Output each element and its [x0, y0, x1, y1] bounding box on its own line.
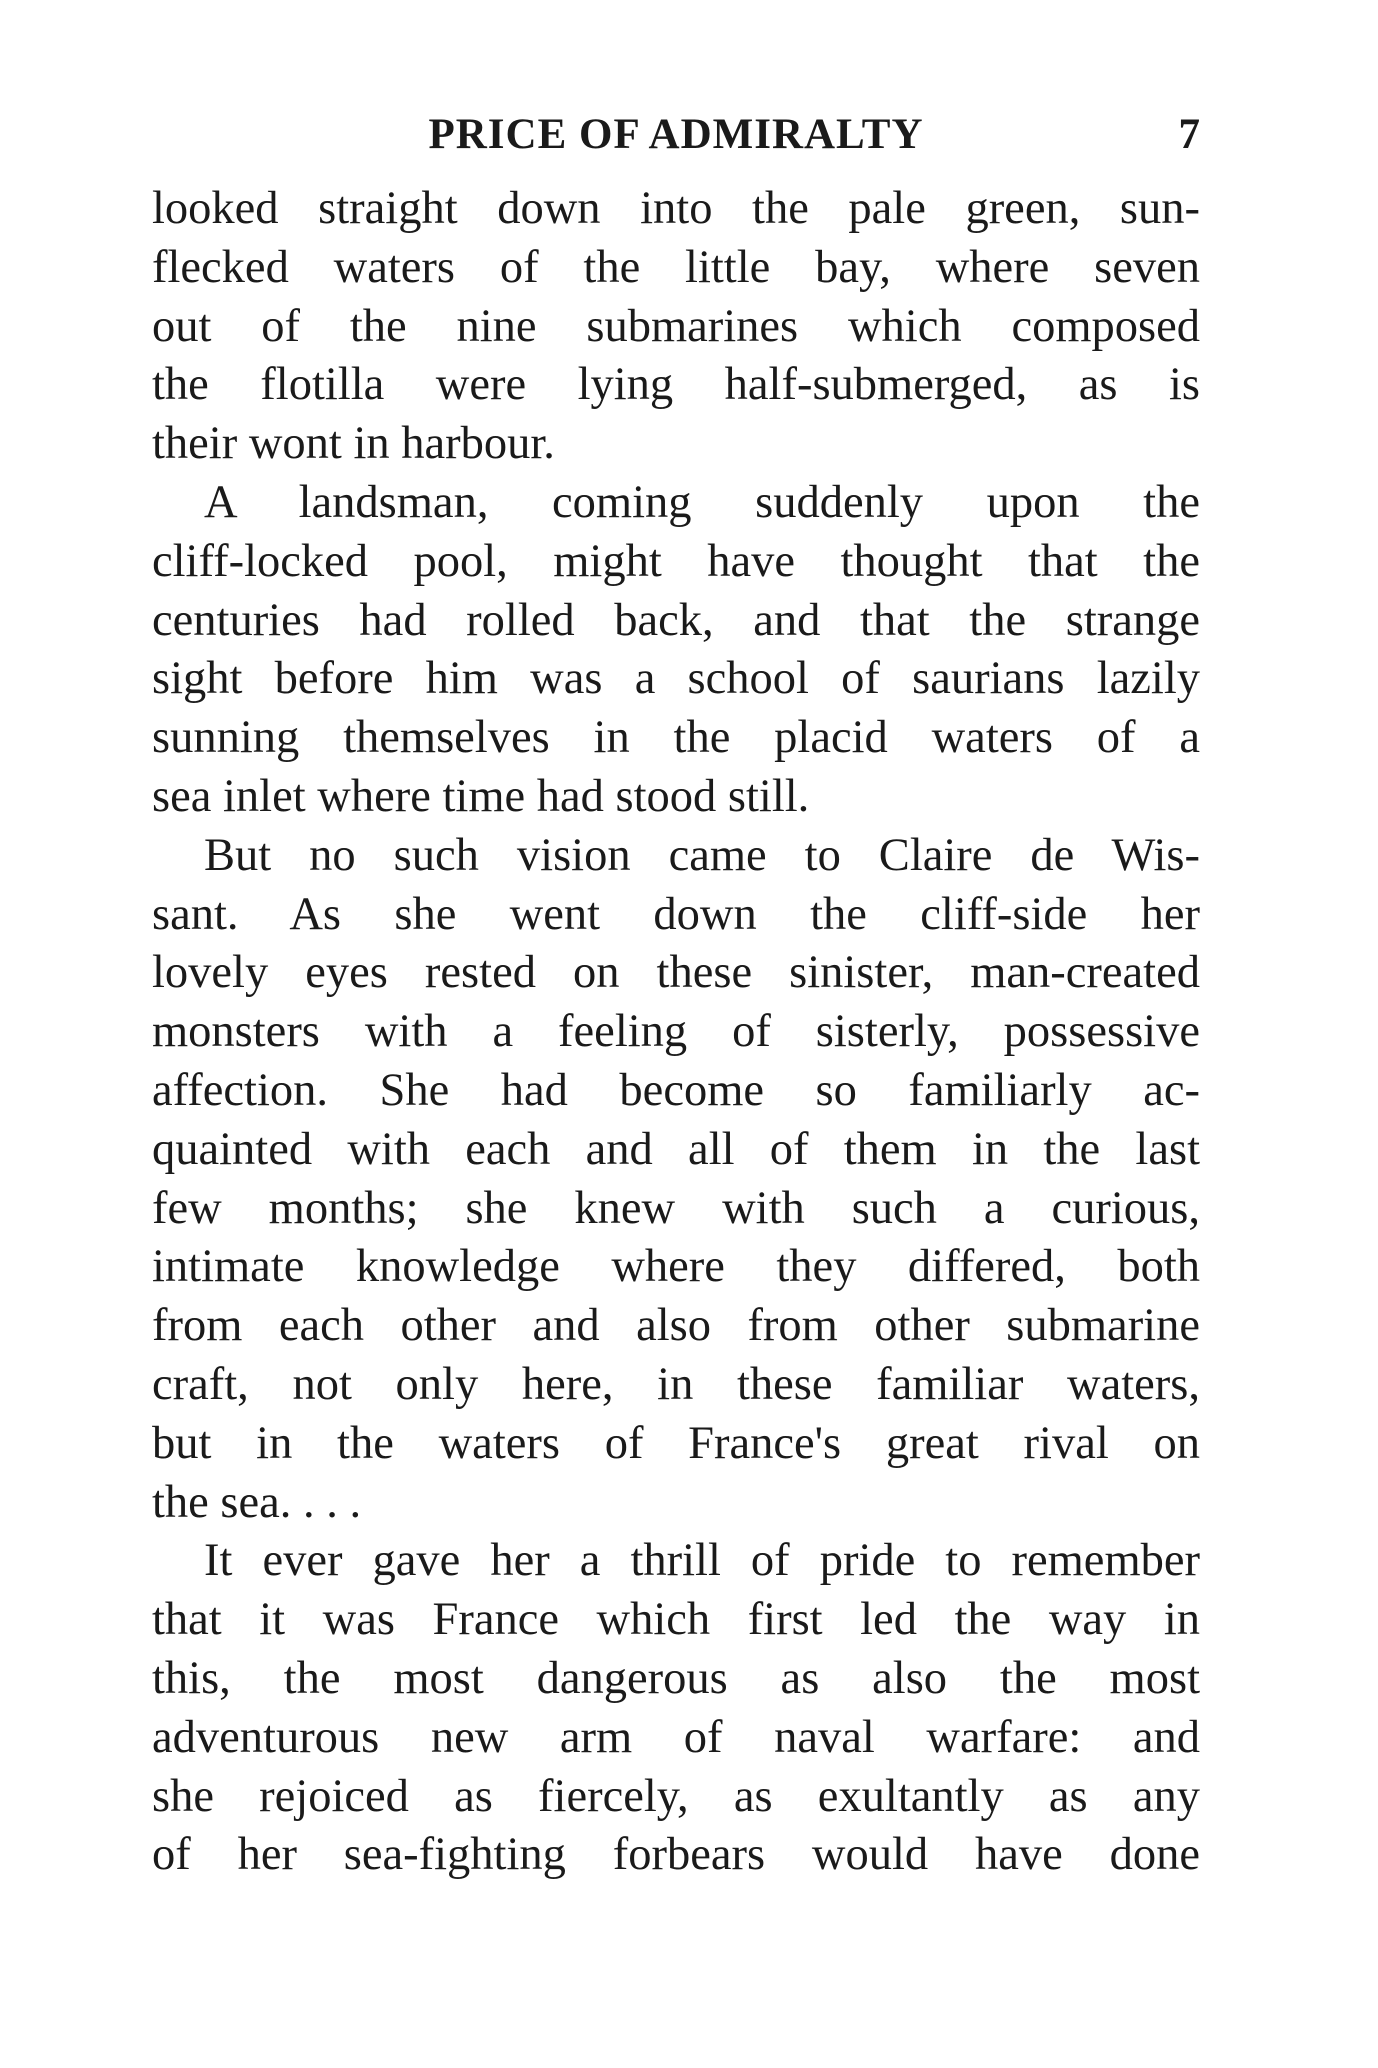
text-line: but in the waters of France's great rival on	[152, 1417, 1200, 1469]
text-line: It ever gave her a thrill of pride to remember	[204, 1535, 1200, 1587]
text-line: centuries had rolled back, and that the strange	[152, 594, 1200, 646]
text-line: the flotilla were lying half-submerged, as is	[152, 359, 1200, 411]
text-line: sunning themselves in the placid waters of a	[152, 712, 1200, 764]
text-line: adventurous new arm of naval warfare: and	[152, 1711, 1200, 1763]
text-line: that it was France which first led the way in	[152, 1594, 1200, 1646]
text-line: of her sea-fighting forbears would have done	[152, 1829, 1200, 1881]
text-line: from each other and also from other submarine	[152, 1300, 1200, 1352]
text-line: flecked waters of the little bay, where seven	[152, 241, 1200, 293]
text-line: the sea. . . .	[152, 1476, 362, 1528]
text-line: craft, not only here, in these familiar waters,	[152, 1358, 1200, 1410]
text-line: A landsman, coming suddenly upon the	[204, 476, 1200, 528]
text-line: intimate knowledge where they differed, both	[152, 1241, 1200, 1293]
text-line: monsters with a feeling of sisterly, possessive	[152, 1006, 1200, 1058]
text-line: But no such vision came to Claire de Wis-	[204, 829, 1200, 881]
text-line: looked straight down into the pale green, sun-	[152, 183, 1200, 234]
text-line: cliff-locked pool, might have thought that the	[152, 535, 1200, 587]
text-line: their wont in harbour.	[152, 418, 555, 470]
running-head-title: PRICE OF ADMIRALTY	[428, 111, 924, 158]
book-page	[152, 110, 1200, 1885]
text-line: sant. As she went down the cliff-side her	[152, 888, 1200, 940]
text-line: lovely eyes rested on these sinister, man-created	[152, 947, 1200, 999]
text-line: out of the nine submarines which composed	[152, 300, 1200, 352]
text-line: sea inlet where time had stood still.	[152, 770, 810, 822]
text-line: sight before him was a school of saurians lazily	[152, 653, 1200, 705]
text-line: few months; she knew with such a curious,	[152, 1182, 1200, 1234]
text-line: this, the most dangerous as also the most	[152, 1652, 1200, 1704]
running-head	[152, 110, 1200, 174]
text-line: quainted with each and all of them in the last	[152, 1123, 1200, 1175]
text-line: affection. She had become so familiarly ac-	[152, 1064, 1200, 1116]
body-text	[152, 180, 1200, 1885]
page-number: 7	[1178, 111, 1200, 158]
text-line: she rejoiced as fiercely, as exultantly as any	[152, 1770, 1200, 1822]
